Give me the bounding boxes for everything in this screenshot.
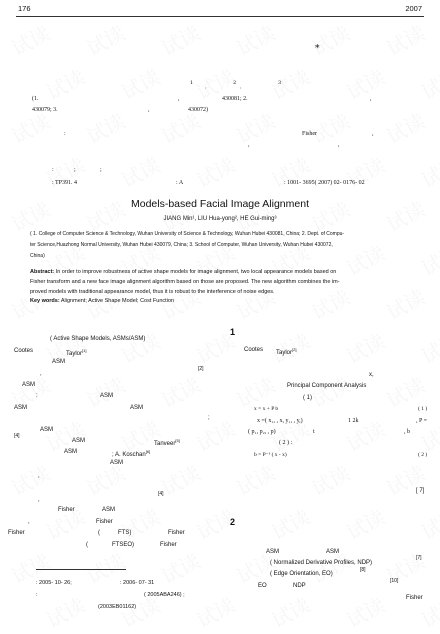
left-semicolon: ; (208, 415, 210, 421)
affil-cn-num: (1. (32, 96, 39, 102)
left-ref-2: [2] (198, 366, 204, 372)
keywords-en: Alignment; Active Shape Model; Cost Function (60, 298, 175, 304)
left-ref-4b: [4] (158, 491, 164, 497)
equation-2: x =( x₁, , x, y₁, , y,) (257, 418, 303, 424)
watermark-mark (6, 17, 55, 61)
equation-1-number: ( 1 ) (418, 406, 428, 412)
left-asm-5: ASM (130, 405, 144, 411)
abstract-line-2: Fisher transform and a new face image alignment algorithm based on those are proposed. The new algorithm combines the im- (30, 279, 340, 285)
equation-2-p: , P = (416, 418, 427, 424)
abstract-cn-fisher: Fisher (302, 131, 317, 137)
keywords-label: Key words: (30, 298, 60, 304)
keywords-cn-colon: : (52, 167, 54, 173)
abstract-cn-comma: , (372, 131, 374, 137)
equation-4-number: ( 2 ) (418, 452, 428, 458)
watermark-mark (156, 17, 205, 61)
affil-cn-code2: 430072) (188, 107, 208, 113)
watermark-mark (381, 105, 430, 149)
left-koschan: ; A. Koschan[6] (112, 449, 151, 458)
watermark-mark (156, 369, 205, 413)
title-asterisk: * (315, 44, 320, 54)
watermark-mark (416, 325, 440, 369)
author-mark-2: 2 (233, 80, 237, 86)
affil-cn-comma: , (178, 96, 180, 102)
section-2-number: 2 (230, 517, 236, 527)
page-number: 176 (18, 4, 31, 13)
watermark-mark (306, 457, 355, 501)
watermark-mark (231, 457, 280, 501)
watermark-mark (341, 501, 390, 545)
watermark-mark (266, 149, 315, 193)
right-fisher: Fisher (406, 595, 423, 601)
left-asm-7: ASM (72, 438, 86, 444)
left-fts: FTS) (118, 530, 132, 536)
watermark-mark (156, 545, 205, 589)
right-eo-2: EO (258, 583, 267, 589)
watermark-mark (341, 237, 390, 281)
left-ftseo: FTSEO) (112, 542, 134, 548)
article-id: : 1001- 3695( 2007) 02- 0176- 02 (284, 180, 365, 186)
left-cootes: Cootes (14, 348, 34, 354)
watermark-mark (116, 325, 165, 369)
abstract-cn-comma3: , (338, 142, 340, 148)
left-fisher-1: Fisher (58, 507, 75, 513)
watermark-mark (6, 369, 55, 413)
watermark-mark (381, 457, 430, 501)
footnote-fund-colon: : (36, 592, 38, 598)
watermark-mark (341, 149, 390, 193)
header-year: 2007 (405, 4, 422, 13)
right-taylor: Taylor[2] (276, 347, 297, 356)
footnote-rule (36, 569, 126, 570)
equation-2-range: 1 2k (348, 418, 359, 424)
watermark-mark (306, 17, 355, 61)
abstract-cn-colon: : (64, 131, 66, 137)
left-ref-4: [4] (14, 433, 20, 439)
footnote-fund-2: (2003EB01162) (98, 604, 137, 610)
section-1-number: 1 (230, 327, 236, 337)
english-affil-1: ( 1. College of Computer Science & Technology, Wuhan University of Science & Technology, Wuhan Hubei 430081, China; 2. Dept. of Compu- (30, 231, 345, 237)
left-tanveer: Tanveer[5] (154, 438, 180, 447)
watermark-mark (41, 61, 90, 105)
left-asm-8: ASM (64, 449, 78, 455)
equation-1: x = x + P b (254, 406, 279, 412)
doc-code: : A (176, 180, 184, 186)
watermark-mark (266, 501, 315, 545)
left-paren-2: ( (86, 542, 88, 548)
left-comma-3: , (38, 497, 40, 503)
watermark-mark (381, 545, 430, 589)
left-comma-2: , (38, 473, 40, 479)
abstract-line-1: In order to improve robustness of active shape models for image alignment, two local appearance models based on (55, 269, 337, 275)
right-eq-ref-2: ( 2 ) : (279, 440, 293, 446)
english-affil-3: China) (30, 253, 45, 259)
watermark-mark (81, 17, 130, 61)
left-colon: : (36, 393, 38, 399)
left-asm-2: ASM (22, 382, 36, 388)
author-comma-1: , (205, 84, 207, 90)
watermark-mark (416, 501, 440, 545)
left-fisher-2: Fisher (96, 519, 113, 525)
watermark-mark (306, 281, 355, 325)
author-comma-2: , (240, 84, 242, 90)
watermark-mark (116, 501, 165, 545)
right-ref-7: [ 7] (416, 488, 425, 494)
left-asm-10: ASM (102, 507, 116, 513)
watermark-mark (416, 237, 440, 281)
right-ndp: ( Normalized Derivative Profiles, NDP) (270, 560, 373, 566)
right-pca: Principal Component Analysis (287, 383, 367, 389)
left-fisher-3: Fisher (8, 530, 25, 536)
watermark-mark (306, 105, 355, 149)
watermark-mark (116, 61, 165, 105)
watermark-mark (191, 149, 240, 193)
watermark-mark (116, 149, 165, 193)
footnote-fund-1: ( 2005ABA246) ; (144, 592, 185, 598)
left-asm-9: ASM (110, 460, 124, 466)
watermark-mark (231, 17, 280, 61)
right-ref-10: [10] (390, 578, 399, 584)
right-eo: ( Edge Orientation, EO) (270, 571, 333, 577)
watermark-mark (341, 325, 390, 369)
right-ref-7b: [7] (416, 555, 422, 561)
right-eq-ref-1: ( 1) (303, 395, 312, 401)
watermark-mark (81, 105, 130, 149)
affil-cn-comma3: , (148, 107, 150, 113)
watermark-mark (191, 413, 240, 457)
watermark-mark (41, 589, 90, 633)
equation-3: ( p₁, p₂, , p) (248, 429, 276, 435)
right-x-comma: x, (369, 372, 374, 378)
author-mark-1: 1 (190, 80, 194, 86)
abstract-line-3: proved models with traditional appearance model, thus it is robust to the interference of noise edges. (30, 289, 275, 295)
watermark-mark (231, 281, 280, 325)
left-paren-1: ( (98, 530, 100, 536)
header-rule (16, 16, 424, 17)
watermark-mark (266, 589, 315, 633)
english-title: Models-based Facial Image Alignment (130, 198, 309, 210)
keywords-cn-semi2: ; (100, 167, 102, 173)
right-asm-1: ASM (266, 549, 280, 555)
equation-4: b = P⁻¹ ( x - x) (254, 452, 287, 458)
abstract-label: Abstract: (30, 269, 55, 275)
right-ref-8: [8] (360, 567, 366, 573)
footnote-received: : 2005- 10- 26; (36, 580, 72, 586)
left-asm-3: ASM (100, 393, 114, 399)
left-asm-6: ASM (40, 427, 54, 433)
left-comma-1: , (40, 371, 42, 377)
watermark-mark (416, 149, 440, 193)
keywords-cn-semi1: ; (74, 167, 76, 173)
english-affil-2: ter Science,Huazhong Normal University, Wuhan Hubei 430079, China; 3. School of Computer, Wuhan University, Wuhan Hubei 430072, (30, 242, 333, 248)
affil-cn-code1: 430081; 2. (222, 96, 248, 102)
watermark-mark (41, 149, 90, 193)
watermark-mark (416, 61, 440, 105)
watermark-mark (341, 589, 390, 633)
right-asm-2: ASM (326, 549, 340, 555)
watermark-mark (381, 281, 430, 325)
left-taylor: Taylor[1] (66, 348, 87, 357)
right-cootes: Cootes (244, 347, 264, 353)
watermark-mark (191, 589, 240, 633)
english-authors: JIANG Min¹, LIU Hua-yong², HE Gui-ming³ (163, 216, 277, 222)
footnote-revised: : 2006- 07- 31 (120, 580, 155, 586)
watermark-mark (306, 369, 355, 413)
watermark-mark (341, 61, 390, 105)
left-fisher-5: Fisher (160, 542, 177, 548)
abstract-cn-comma2: , (248, 142, 250, 148)
watermark-mark (231, 105, 280, 149)
watermark-mark (266, 61, 315, 105)
left-line-asm-def: ( Active Shape Models, ASMs/ASM) (50, 336, 146, 342)
affil-cn-line2: 430079; 3. (32, 107, 58, 113)
left-comma-4: , (28, 519, 30, 525)
right-ndp-2: NDP (293, 583, 306, 589)
left-asm-1: ASM (52, 359, 66, 365)
affil-cn-comma2: , (370, 96, 372, 102)
left-fisher-4: Fisher (168, 530, 185, 536)
author-mark-3: 3 (278, 80, 282, 86)
left-asm-4: ASM (14, 405, 28, 411)
equation-3-b: , b (404, 429, 410, 435)
equation-3-t: t (313, 429, 315, 435)
clc-number: : TP391. 4 (52, 180, 78, 186)
watermark-mark (381, 17, 430, 61)
watermark-mark (6, 457, 55, 501)
